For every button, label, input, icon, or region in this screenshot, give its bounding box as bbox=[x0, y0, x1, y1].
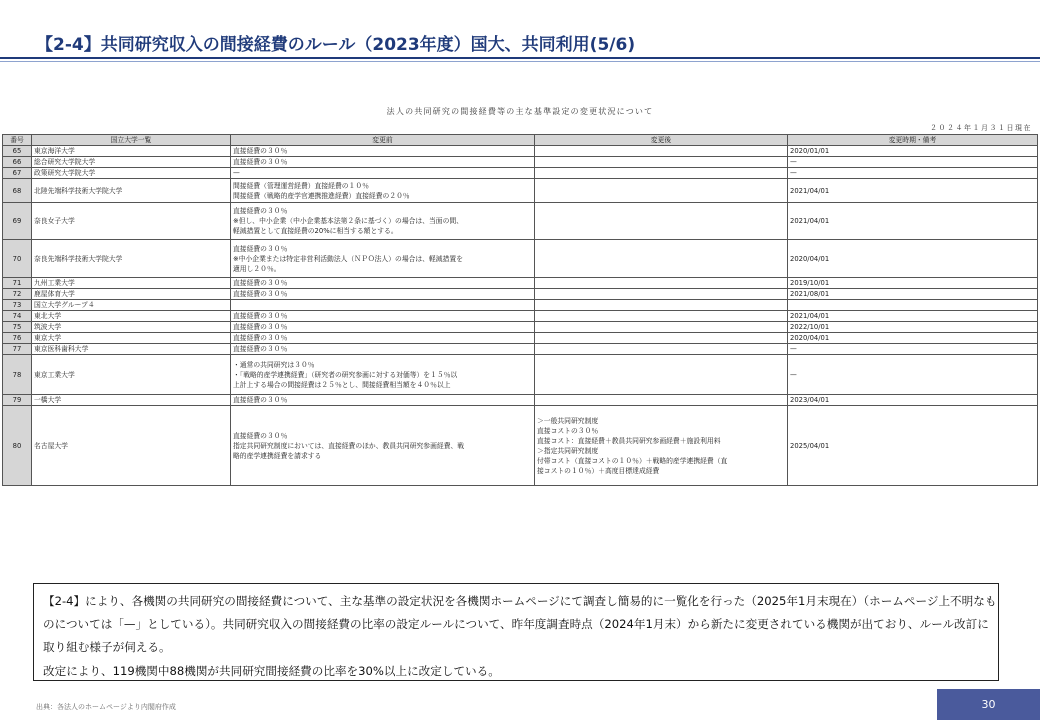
summary-paragraph-1: 【2-4】により、各機関の共同研究の間接経費について、主な基準の設定状況を各機関ホームページにて調査し簡易的に一覧化を行った（2025年1月末現在）（ホームページ上不明なものについては「—」としている）。共同研究収入の間接経費の比率の設定ルールについて、昨年度調査時点（2024年1月末）から新たに変更されている機関が出ており、ルール改訂に取り組む様子が伺える。 bbox=[43, 594, 997, 655]
row-number: 66 bbox=[3, 157, 32, 168]
timing-note: 2021/04/01 bbox=[788, 203, 1038, 240]
row-number: 80 bbox=[3, 406, 32, 486]
table-row bbox=[3, 322, 1038, 333]
rule-after bbox=[535, 278, 788, 289]
rule-before: 間接経費（管理運営経費）直接経費の１０％ 間接経費（戦略的産学官連携推進経費）直接経費の２０％ bbox=[231, 179, 535, 203]
rule-after bbox=[535, 333, 788, 344]
table-date: ２０２４年１月３１日現在 bbox=[930, 124, 1032, 132]
rule-before: 直接経費の３０％ bbox=[231, 395, 535, 406]
table-row bbox=[3, 289, 1038, 300]
university-name: 総合研究大学院大学 bbox=[32, 157, 231, 168]
row-number: 73 bbox=[3, 300, 32, 311]
rule-after bbox=[535, 355, 788, 395]
row-number: 78 bbox=[3, 355, 32, 395]
row-number: 68 bbox=[3, 179, 32, 203]
row-number: 76 bbox=[3, 333, 32, 344]
university-name: 名古屋大学 bbox=[32, 406, 231, 486]
university-name: 東京大学 bbox=[32, 333, 231, 344]
column-header-timing-note: 変更時期・備考 bbox=[788, 135, 1038, 146]
rule-before: ・通常の共同研究は３０％ ・「戦略的産学連携経費」（研究者の研究参画に対する対価等）を１５％以 上計上する場合の間接経費は２５％とし、間接経費相当額を４０％以上 bbox=[231, 355, 535, 395]
rule-before: 直接経費の３０％ bbox=[231, 278, 535, 289]
rule-before: 直接経費の３０％ bbox=[231, 146, 535, 157]
row-number: 65 bbox=[3, 146, 32, 157]
row-number: 69 bbox=[3, 203, 32, 240]
table-header-row bbox=[3, 135, 1038, 146]
table-row bbox=[3, 278, 1038, 289]
timing-note: — bbox=[788, 157, 1038, 168]
column-header-university: 国立大学一覧 bbox=[32, 135, 231, 146]
rule-before: 直接経費の３０％ bbox=[231, 289, 535, 300]
table-row bbox=[3, 311, 1038, 322]
university-name: 鹿屋体育大学 bbox=[32, 289, 231, 300]
university-name: 政策研究大学院大学 bbox=[32, 168, 231, 179]
timing-note: 2020/04/01 bbox=[788, 240, 1038, 278]
university-name: 一橋大学 bbox=[32, 395, 231, 406]
table-row bbox=[3, 333, 1038, 344]
university-name: 東北大学 bbox=[32, 311, 231, 322]
university-name: 東京海洋大学 bbox=[32, 146, 231, 157]
university-name: 北陸先端科学技術大学院大学 bbox=[32, 179, 231, 203]
column-header-before: 変更前 bbox=[231, 135, 535, 146]
university-name: 筑波大学 bbox=[32, 322, 231, 333]
rule-before: 直接経費の３０％ bbox=[231, 311, 535, 322]
summary-paragraph-2: 改定により、119機関中88機関が共同研究間接経費の比率を30%以上に改定している。 bbox=[43, 663, 500, 678]
rule-after bbox=[535, 395, 788, 406]
rule-after bbox=[535, 300, 788, 311]
rule-after bbox=[535, 311, 788, 322]
timing-note: 2021/04/01 bbox=[788, 179, 1038, 203]
rule-after bbox=[535, 289, 788, 300]
university-name: 国立大学グループ４ bbox=[32, 300, 231, 311]
timing-note: 2025/04/01 bbox=[788, 406, 1038, 486]
column-header-after: 変更後 bbox=[535, 135, 788, 146]
timing-note: — bbox=[788, 168, 1038, 179]
rule-before: 直接経費の３０％ bbox=[231, 333, 535, 344]
university-name: 東京医科歯科大学 bbox=[32, 344, 231, 355]
rule-before bbox=[231, 300, 535, 311]
university-name: 奈良女子大学 bbox=[32, 203, 231, 240]
timing-note: 2021/08/01 bbox=[788, 289, 1038, 300]
rule-before: 直接経費の３０％ 指定共同研究制度においては、直接経費のほか、教員共同研究参画経費、戦 略的産学連携経費を請求する bbox=[231, 406, 535, 486]
source-note: 出典：各法人のホームページより内閣府作成 bbox=[36, 703, 176, 711]
timing-note: 2022/10/01 bbox=[788, 322, 1038, 333]
rule-before: — bbox=[231, 168, 535, 179]
page-number: 30 bbox=[937, 689, 1040, 720]
rule-before: 直接経費の３０％ bbox=[231, 157, 535, 168]
title-divider-thin bbox=[0, 61, 1040, 62]
rule-before: 直接経費の３０％ ※中小企業または特定非営利活動法人（ＮＰＯ法人）の場合は、軽減措置を 適用し２０％。 bbox=[231, 240, 535, 278]
rule-after bbox=[535, 240, 788, 278]
table-row bbox=[3, 344, 1038, 355]
summary-box bbox=[33, 583, 999, 681]
row-number: 75 bbox=[3, 322, 32, 333]
rule-after bbox=[535, 344, 788, 355]
table-row bbox=[3, 355, 1038, 395]
row-number: 70 bbox=[3, 240, 32, 278]
row-number: 79 bbox=[3, 395, 32, 406]
rule-before: 直接経費の３０％ bbox=[231, 322, 535, 333]
table-row bbox=[3, 179, 1038, 203]
row-number: 77 bbox=[3, 344, 32, 355]
row-number: 74 bbox=[3, 311, 32, 322]
table-caption: 法人の共同研究の間接経費等の主な基準設定の変更状況について bbox=[386, 107, 654, 116]
rule-before: 直接経費の３０％ ※但し、中小企業（中小企業基本法第２条に基づく）の場合は、当面の間、 軽減措置として直接経費の20%に相当する額とする。 bbox=[231, 203, 535, 240]
rule-after bbox=[535, 179, 788, 203]
table-row bbox=[3, 240, 1038, 278]
timing-note: 2019/10/01 bbox=[788, 278, 1038, 289]
page-title: 【2-4】共同研究収入の間接経費のルール（2023年度）国大、共同利用(5/6) bbox=[36, 35, 636, 55]
university-name: 東京工業大学 bbox=[32, 355, 231, 395]
rule-after bbox=[535, 168, 788, 179]
title-divider bbox=[0, 57, 1040, 59]
table-row bbox=[3, 395, 1038, 406]
table-row bbox=[3, 406, 1038, 486]
timing-note: — bbox=[788, 355, 1038, 395]
table-row bbox=[3, 168, 1038, 179]
timing-note: 2023/04/01 bbox=[788, 395, 1038, 406]
university-name: 奈良先端科学技術大学院大学 bbox=[32, 240, 231, 278]
timing-note: — bbox=[788, 344, 1038, 355]
column-header-number: 番号 bbox=[3, 135, 32, 146]
timing-note: 2020/04/01 bbox=[788, 333, 1038, 344]
rule-after: ＞一般共同研究制度 直接コストの３０％ 直接コスト：直接経費＋教員共同研究参画経費＋施設利用料 ＞指定共同研究制度 付帯コスト（直接コストの１０％）＋戦略的産学連携経費（直 接コストの１０％）＋高度目標達成経費 bbox=[535, 406, 788, 486]
table-row bbox=[3, 203, 1038, 240]
timing-note bbox=[788, 300, 1038, 311]
rule-after bbox=[535, 146, 788, 157]
rule-before: 直接経費の３０％ bbox=[231, 344, 535, 355]
table-row bbox=[3, 300, 1038, 311]
table-row bbox=[3, 157, 1038, 168]
row-number: 67 bbox=[3, 168, 32, 179]
rule-after bbox=[535, 203, 788, 240]
table-row bbox=[3, 146, 1038, 157]
row-number: 72 bbox=[3, 289, 32, 300]
university-name: 九州工業大学 bbox=[32, 278, 231, 289]
timing-note: 2021/04/01 bbox=[788, 311, 1038, 322]
rule-after bbox=[535, 157, 788, 168]
row-number: 71 bbox=[3, 278, 32, 289]
timing-note: 2020/01/01 bbox=[788, 146, 1038, 157]
rule-after bbox=[535, 322, 788, 333]
indirect-cost-table bbox=[2, 134, 1038, 486]
